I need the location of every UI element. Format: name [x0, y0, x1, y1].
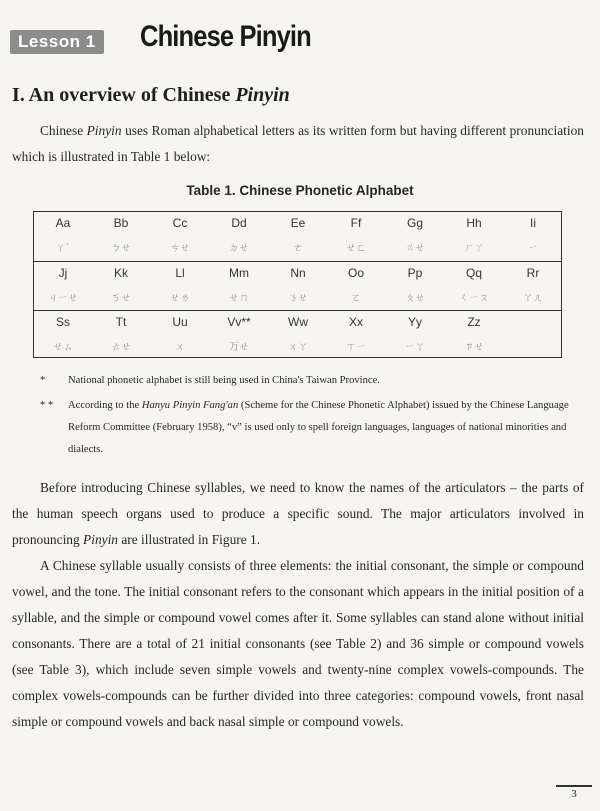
cell-zhuyin: ㄒㄧ [346, 342, 366, 353]
cell-letter: Kk [113, 266, 128, 280]
phonetic-alphabet-table [33, 211, 562, 358]
cell-zhuyin: ㄧㄚ [405, 342, 425, 353]
table-cell [34, 262, 92, 310]
table-cell [34, 311, 92, 359]
table-cell [151, 212, 209, 260]
cell-zhuyin: ㄍㄝ [405, 243, 425, 254]
table-cell [504, 262, 562, 310]
cell-letter: Aa [55, 216, 71, 230]
cell-zhuyin: ㄝㄌ [170, 293, 190, 304]
cell-letter: Ss [55, 315, 70, 329]
intro-text-italic: Pinyin [86, 123, 122, 138]
cell-zhuyin: ㄜ [293, 243, 303, 254]
cell-letter: Ff [350, 216, 362, 230]
cell-letter: Jj [58, 266, 68, 280]
articulators-text-b: are illustrated in Figure 1. [118, 532, 261, 547]
cell-letter: Rr [526, 266, 540, 280]
cell-zhuyin: ㄅㄝ [111, 243, 131, 254]
syllable-paragraph [12, 553, 584, 735]
table-cell [327, 262, 385, 310]
footnote-text [68, 395, 570, 461]
table-cell [92, 311, 150, 359]
cell-letter: Dd [231, 216, 247, 230]
cell-letter: Tt [115, 315, 127, 329]
table-cell [327, 311, 385, 359]
cell-zhuyin: ㄪㄝ [229, 342, 249, 353]
cell-zhuyin: ㄉㄝ [229, 243, 249, 254]
cell-zhuyin: ㄊㄝ [111, 342, 131, 353]
footnote-mark: * [40, 375, 46, 386]
footnote-2 [40, 395, 570, 461]
table-cell [92, 262, 150, 310]
cell-zhuyin: ㄚㄦ [523, 293, 543, 304]
intro-paragraph [12, 118, 584, 170]
cell-zhuyin: ㄧ [528, 243, 538, 254]
table-cell [504, 212, 562, 260]
table-cell [34, 212, 92, 260]
cell-letter: Gg [406, 216, 423, 230]
intro-text-a: Chinese [40, 123, 87, 138]
cell-letter: Hh [466, 216, 482, 230]
lesson-title: Chinese Pinyin [140, 20, 311, 53]
cell-letter: Zz [467, 315, 481, 329]
cell-zhuyin: ㄚˋ [55, 243, 71, 254]
table-cell [445, 262, 503, 310]
table-cell [269, 311, 327, 359]
cell-letter: Bb [113, 216, 129, 230]
footnote-text-a: According to the [68, 400, 142, 411]
cell-zhuyin: ㄆㄝ [405, 293, 425, 304]
cell-letter: Uu [172, 315, 188, 329]
articulators-text-a: Before introducing Chinese syllables, we need to know the names of the articulators – the parts of the human speech organs used to produce a specific sound. The major articulators involved in pronouncing [12, 480, 584, 547]
page-number: 3 [556, 785, 592, 800]
intro-text-b: uses Roman alphabetical letters as its written form but having different pronunciation which is illustrated in Table 1 below: [12, 123, 584, 164]
table-cell [386, 311, 444, 359]
table-row [34, 261, 561, 310]
table-cell [269, 262, 327, 310]
cell-letter: Mm [229, 266, 249, 280]
table-cell [151, 262, 209, 310]
table-cell [210, 262, 268, 310]
cell-zhuyin: ㄏㄚ [464, 243, 484, 254]
cell-letter: Pp [407, 266, 423, 280]
cell-letter: Qq [465, 266, 482, 280]
table-cell [327, 212, 385, 260]
table-row [34, 212, 561, 260]
table-cell [151, 311, 209, 359]
cell-zhuyin: ㄝㄈ [346, 243, 366, 254]
cell-letter: Yy [407, 315, 422, 329]
articulators-text-italic: Pinyin [83, 532, 119, 547]
table-row [34, 310, 561, 359]
lesson-label: Lesson 1 [10, 30, 104, 54]
cell-letter: Ww [288, 315, 308, 329]
table-cell [210, 212, 268, 260]
table-cell [386, 212, 444, 260]
table-caption: Table 1. Chinese Phonetic Alphabet [186, 183, 414, 198]
cell-letter: Cc [172, 216, 188, 230]
cell-zhuyin: ㄐㄧㄝ [48, 293, 78, 304]
table-cell [92, 212, 150, 260]
cell-letter: Nn [290, 266, 306, 280]
lesson-header [10, 20, 570, 56]
table-cell [386, 262, 444, 310]
cell-zhuyin: ㄗㄝ [464, 342, 484, 353]
cell-letter: Ii [530, 216, 536, 230]
section-heading [12, 84, 290, 107]
cell-zhuyin: ㄨㄚ [288, 342, 308, 353]
cell-zhuyin: ㄝㄙ [53, 342, 73, 353]
cell-zhuyin: ㄎㄝ [111, 293, 131, 304]
cell-zhuyin: ㄋㄝ [288, 293, 308, 304]
section-heading-italic: Pinyin [235, 84, 290, 106]
syllable-text: A Chinese syllable usually consists of three elements: the initial consonant, the simple or compound vowel, and the tone. The initial consonant refers to the consonant which appears in the initial position of a syllable, and the simple or compound vowel comes after it. Some syllables can stand alone without initial consonants. There are a total of 21 initial consonants (see Table 2) and 36 simple or compound vowels (see Table 3), which include seven simple vowels and twenty-nine complex vowels-compounds. The complex vowels-compounds can be further divided into three categories: compound vowels, front nasal simple or compound vowels and back nasal simple or compound vowels. [12, 558, 584, 729]
cell-zhuyin: ㄝㄇ [229, 293, 249, 304]
cell-zhuyin: ㄘㄝ [170, 243, 190, 254]
articulators-paragraph [12, 475, 584, 553]
cell-zhuyin: ㄨ [175, 342, 185, 353]
cell-letter: Ll [175, 266, 185, 280]
cell-letter: Ee [290, 216, 306, 230]
footnote-text: National phonetic alphabet is still being used in China's Taiwan Province. [68, 375, 380, 386]
cell-zhuyin: ㄑㄧㄡ [459, 293, 489, 304]
cell-letter: Xx [348, 315, 363, 329]
footnote-text-b: (Scheme for the Chinese Phonetic Alphabet) issued by the Chinese Language Reform Committee (February 1958), “v” is used only to spell foreign languages, languages of national minorities and dialects. [68, 400, 569, 455]
cell-letter: Vv** [227, 315, 251, 329]
table-cell [269, 212, 327, 260]
footnote-mark: * * [40, 400, 54, 411]
section-heading-text: I. An overview of Chinese [12, 84, 236, 106]
table-cell [445, 311, 503, 359]
table-cell [445, 212, 503, 260]
footnote-text-italic: Hanyu Pinyin Fang'an [141, 400, 239, 411]
table-cell [210, 311, 268, 359]
footnote-1 [40, 370, 570, 392]
cell-zhuyin: ㄛ [351, 293, 361, 304]
cell-letter: Oo [347, 266, 364, 280]
